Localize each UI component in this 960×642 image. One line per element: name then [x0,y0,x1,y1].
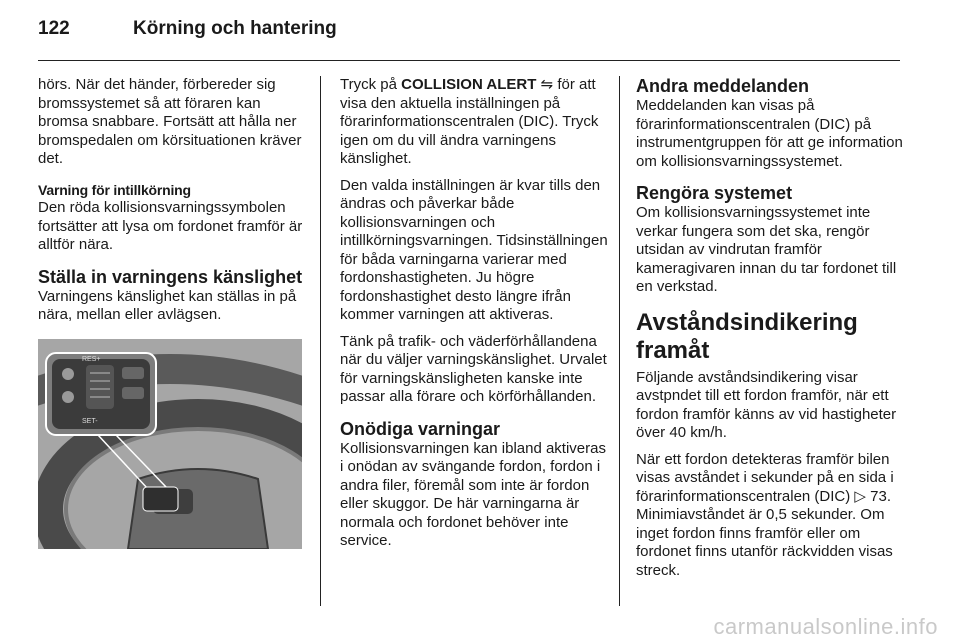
intro-paragraph: hörs. När det händer, förbereder sig bromssystemet så att föraren kan bromsa snabbare. Fortsätt att hålla ner bromspedalen om körsituationen kräver det. [38,76,302,167]
sensitivity-heading: Ställa in varningens känslighet [38,266,303,287]
cleaning-heading: Rengöra systemet [636,183,793,203]
res-label: RES+ [82,355,101,363]
car-collision-icon: ⇋ [540,76,554,93]
page-header [38,14,922,54]
press-suffix: för att visa den aktuella inställningen på förarinformationscentralen (DIC). Tryck igen om du vill ändra varningens känslighet. [340,76,599,167]
warning-heading: Varning för intillkörning [38,181,191,198]
distance-paragraph-2 [636,451,908,581]
column-3 [636,76,908,588]
distance-text-a: När ett fordon detekteras framför bilen visas avståndet i sekunder på en sida i förarinformationscentralen (DIC) [636,450,894,505]
set-label: SET- [82,417,98,425]
distance-paragraph-1: Följande avståndsindikering visar avstpndet till ett fordon framför, när ett fordon framför känns av vid hastigheter över 40 km/h. [636,368,897,441]
column-2 [340,76,608,559]
unnecessary-warnings-heading: Onödiga varningar [340,418,501,439]
conditions-paragraph: Tänk på trafik- och väderförhållandena när du väljer varningskänslighet. Urvalet för varningskänsligheten kanske inte passar alla förare och körförhållanden. [340,332,607,405]
setting-paragraph: Den valda inställningen är kvar tills den ändras och påverkar både kollisionsvarningen och intillkörningsvarningen. Tidsinställningen för båda varningarna varierar med fordonshastigheten. Ju högre fordonshastighet desto längre ifrån kommer varningen att aktiveras. [340,176,608,323]
collision-alert-paragraph [340,76,608,169]
other-messages-text: Meddelanden kan visas på förarinformationscentralen (DIC) på instrumentgruppen för att ge information om kollisionsvarningssystemet. [636,97,903,170]
header-rule [38,60,900,61]
steering-wheel-figure [38,339,302,549]
distance-text-b: . Minimiavståndet är 0,5 sekunder. Om inget fordon finns framför eller om fordonet finns utanför räckvidden visas streck. [636,487,893,579]
unnecessary-warnings-text: Kollisionsvarningen kan ibland aktiveras i onödan av svängande fordon, fordon i andra filer, föremål som inte är fordon eller skuggor. De här varningarna är normala och fordonet behöver inte service. [340,439,606,549]
sensitivity-text: Varningens känslighet kan ställas in på nära, mellan eller avlägsen. [38,287,297,323]
steering-wheel-illustration [38,339,302,549]
cleaning-text: Om kollisionsvarningssystemet inte verkar fungera som det ska, rengör utsidan av vindrutan framför kameragivaren innan du tar fordonet till en verkstad. [636,204,897,295]
watermark: carmanualsonline.info [713,614,938,639]
chapter-title: Körning och hantering [133,18,337,39]
distance-indication-heading: Avståndsindikering framåt [636,308,858,364]
warning-text: Den röda kollisionsvarningssymbolen fortsätter att lysa om fordonet framför är alltför nära. [38,199,303,253]
triangle-ref-icon: ▷ [854,487,866,505]
column-1 [38,76,306,549]
other-messages-heading: Andra meddelanden [636,76,810,96]
collision-alert-button-label: COLLISION ALERT [401,76,537,93]
press-prefix: Tryck på [340,76,402,93]
page-reference-link[interactable]: 73 [870,487,887,505]
page-number: 122 [38,18,70,39]
column-divider-1 [320,76,321,606]
column-divider-2 [619,76,620,606]
